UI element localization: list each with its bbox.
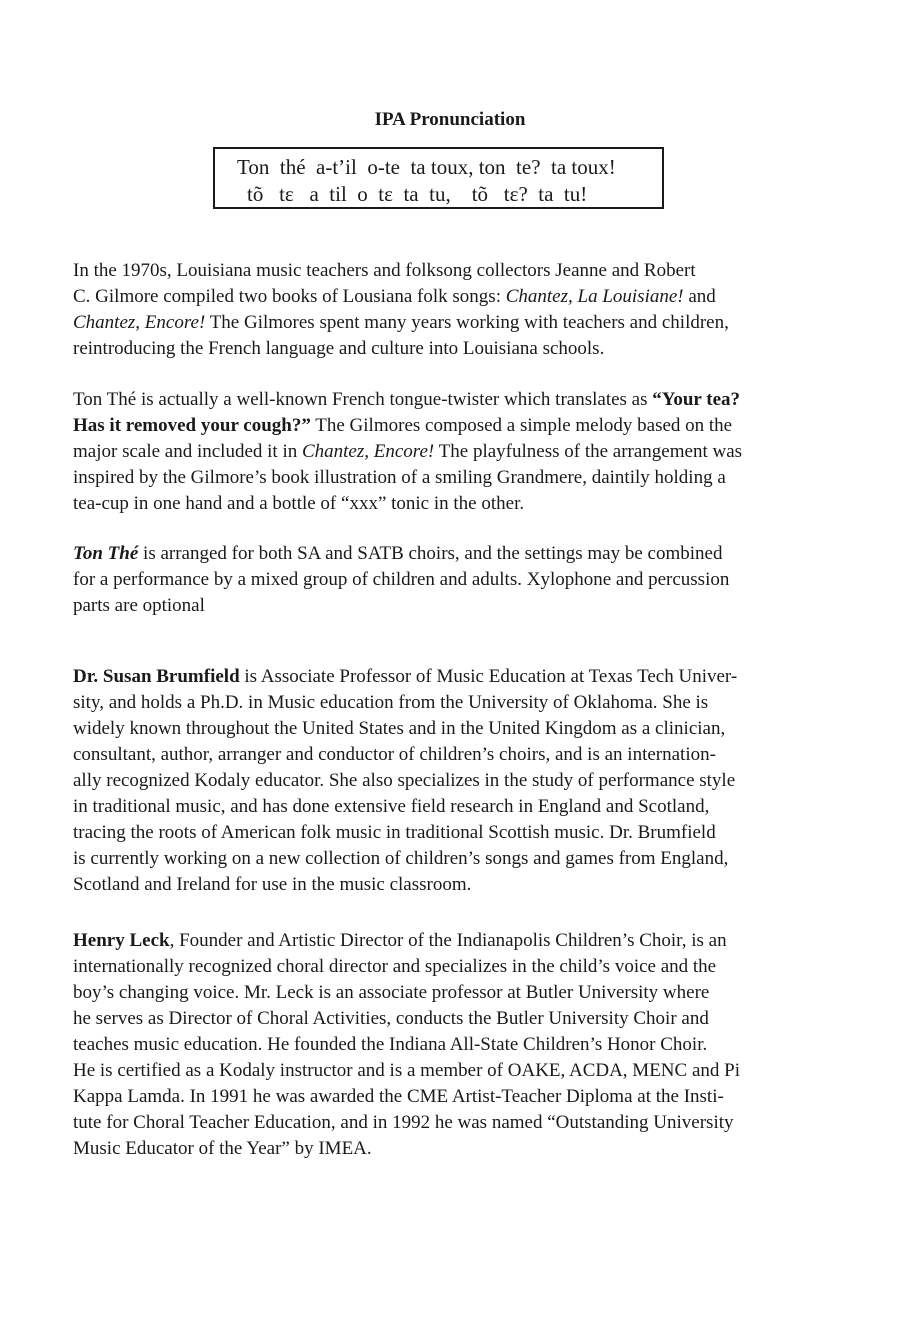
text-line: inspired by the Gilmore’s book illustration of a smiling Grandmere, daintily holding a — [73, 467, 726, 488]
text-run: , Founder and Artistic Director of the Indianapolis Children’s Choir, is an — [169, 930, 727, 951]
text-line: Music Educator of the Year” by IMEA. — [73, 1138, 372, 1159]
text-line: Scotland and Ireland for use in the music classroom. — [73, 874, 472, 895]
text-line: is currently working on a new collection of children’s songs and games from England, — [73, 848, 729, 869]
text-line: tea-cup in one hand and a bottle of “xxx” tonic in the other. — [73, 493, 525, 514]
section-title: IPA Pronunciation — [374, 109, 526, 130]
arrangement-paragraph — [73, 541, 833, 619]
text-line: teaches music education. He founded the Indiana All-State Children’s Honor Choir. — [73, 1034, 708, 1055]
text-run: C. Gilmore compiled two books of Lousiana folk songs: — [73, 286, 506, 307]
text-line — [73, 413, 833, 439]
text-run: is Associate Professor of Music Education at Texas Tech Univer- — [239, 666, 738, 687]
text-line — [73, 284, 833, 310]
translation-bold: Has it removed your cough?” — [73, 415, 311, 436]
text-run: The playfulness of the arrangement was — [434, 441, 743, 462]
intro-paragraph — [73, 258, 833, 362]
song-title: Ton Thé — [73, 543, 139, 564]
translation-bold: “Your tea? — [652, 389, 741, 410]
text-run: major scale and included it in — [73, 441, 302, 462]
book-title: Chantez, La Louisiane! — [505, 286, 684, 307]
text-line: tracing the roots of American folk music in traditional Scottish music. Dr. Brumfield — [73, 822, 716, 843]
text-line: he serves as Director of Choral Activities, conducts the Butler University Choir and — [73, 1008, 709, 1029]
ipa-pronunciation-box — [213, 147, 664, 209]
author-name: Dr. Susan Brumfield — [73, 666, 240, 687]
text-line: parts are optional — [73, 595, 205, 616]
text-line — [73, 439, 833, 465]
text-line — [73, 387, 833, 413]
author-name: Henry Leck — [73, 930, 170, 951]
text-line: in traditional music, and has done extensive field research in England and Scotland, — [73, 796, 710, 817]
text-line — [73, 664, 833, 690]
text-run: The Gilmores composed a simple melody based on the — [310, 415, 733, 436]
text-run: and — [683, 286, 716, 307]
text-line: for a performance by a mixed group of children and adults. Xylophone and percussion — [73, 569, 730, 590]
text-line — [73, 310, 833, 336]
text-line: consultant, author, arranger and conductor of children’s choirs, and is an internation- — [73, 744, 716, 765]
text-line — [73, 541, 833, 567]
leck-bio-paragraph — [73, 928, 833, 1162]
lyric-line: Ton thé a-t’il o-te ta toux, ton te? ta toux! — [237, 155, 616, 179]
brumfield-bio-paragraph — [73, 664, 833, 898]
text-line: sity, and holds a Ph.D. in Music education from the University of Oklahoma. She is — [73, 692, 709, 713]
text-run: Ton Thé is actually a well-known French tongue-twister which translates as — [73, 389, 653, 410]
text-line: boy’s changing voice. Mr. Leck is an associate professor at Butler University where — [73, 982, 710, 1003]
text-line: He is certified as a Kodaly instructor and is a member of OAKE, ACDA, MENC and Pi — [73, 1060, 740, 1081]
text-run: The Gilmores spent many years working with teachers and children, — [205, 312, 729, 333]
tongue-twister-paragraph — [73, 387, 833, 517]
text-line: internationally recognized choral director and specializes in the child’s voice and the — [73, 956, 717, 977]
text-line: ally recognized Kodaly educator. She also specializes in the study of performance style — [73, 770, 736, 791]
book-title: Chantez, Encore! — [301, 441, 435, 462]
text-run: is arranged for both SA and SATB choirs, and the settings may be combined — [138, 543, 723, 564]
text-line: tute for Choral Teacher Education, and in 1992 he was named “Outstanding University — [73, 1112, 734, 1133]
ipa-transcription-line: tõ tɛ a til o tɛ ta tu, tõ tɛ? ta tu! — [247, 182, 588, 206]
text-line: reintroducing the French language and culture into Louisiana schools. — [73, 338, 605, 359]
text-line: widely known throughout the United States and in the United Kingdom as a clinician, — [73, 718, 726, 739]
text-line — [73, 928, 833, 954]
text-line: Kappa Lamda. In 1991 he was awarded the CME Artist-Teacher Diploma at the Insti- — [73, 1086, 724, 1107]
book-title: Chantez, Encore! — [73, 312, 206, 333]
text-line: In the 1970s, Louisiana music teachers and folksong collectors Jeanne and Robert — [73, 260, 696, 281]
